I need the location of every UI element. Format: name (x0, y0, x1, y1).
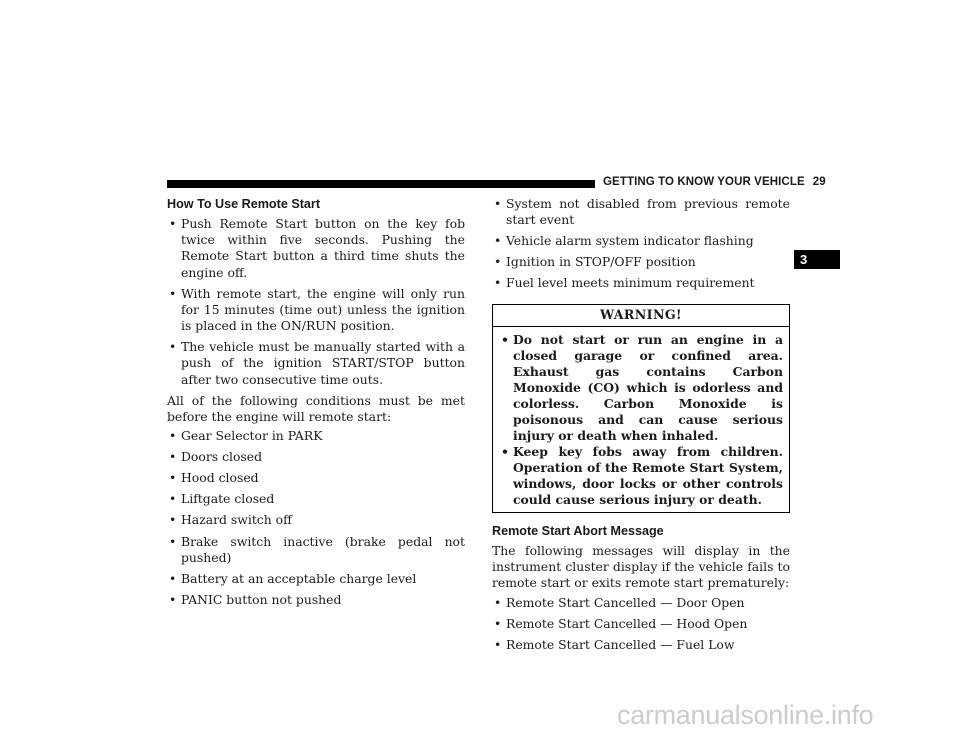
chapter-tab: 3 (794, 250, 840, 269)
list-item: • Brake switch inactive (brake pedal not pushed) (167, 534, 465, 566)
usage-list (167, 216, 465, 388)
list-item: • Vehicle alarm system indicator flashing (492, 233, 790, 249)
list-item: • Doors closed (167, 449, 465, 465)
running-header (603, 176, 826, 188)
list-item: • Gear Selector in PARK (167, 428, 465, 444)
list-item: • Ignition in STOP/OFF position (492, 254, 790, 270)
conditions-continued-list (492, 196, 790, 292)
list-item: • Remote Start Cancelled — Fuel Low (492, 637, 790, 653)
abort-intro: The following messages will display in the instrument cluster display if the vehicle fails to remote start or exits remote start prematurely: (492, 542, 790, 591)
section-heading-how-to-use: How To Use Remote Start (167, 197, 321, 211)
list-item: • Fuel level meets minimum requirement (492, 275, 790, 291)
warning-item: • Keep key fobs away from children. Operation of the Remote Start System, windows, door locks or other controls could cause serious injury or death. (499, 444, 783, 508)
right-column (492, 196, 790, 658)
list-item: • Remote Start Cancelled — Door Open (492, 595, 790, 611)
list-item: • Battery at an acceptable charge level (167, 571, 465, 587)
warning-item: • Do not start or run an engine in a closed garage or confined area. Exhaust gas contains Carbon Monoxide (CO) which is odorless and colorless. Carbon Monoxide is poisonous and can cause serious injury or death when inhaled. (499, 332, 783, 444)
left-column (167, 196, 465, 613)
list-item: • Push Remote Start button on the key fob twice within five seconds. Pushing the Remote Start button a third time shuts the engine off. (167, 216, 465, 281)
page-number: 29 (812, 176, 826, 188)
list-item: • PANIC button not pushed (167, 592, 465, 608)
abort-messages-list (492, 595, 790, 653)
list-item: • Remote Start Cancelled — Hood Open (492, 616, 790, 632)
warning-list (493, 327, 789, 512)
list-item: • Hazard switch off (167, 512, 465, 528)
list-item: • The vehicle must be manually started with a push of the ignition START/STOP button after two consecutive time outs. (167, 339, 465, 388)
list-item: • Liftgate closed (167, 491, 465, 507)
header-rule (167, 180, 595, 188)
warning-box (492, 304, 790, 513)
section-heading-abort-message: Remote Start Abort Message (492, 523, 664, 538)
list-item: • Hood closed (167, 470, 465, 486)
list-item: • System not disabled from previous remote start event (492, 196, 790, 228)
conditions-list (167, 428, 465, 608)
section-title: GETTING TO KNOW YOUR VEHICLE (603, 176, 805, 188)
list-item: • With remote start, the engine will only run for 15 minutes (time out) unless the ignition is placed in the ON/RUN position. (167, 286, 465, 335)
warning-title: WARNING! (493, 305, 789, 327)
conditions-intro: All of the following conditions must be met before the engine will remote start: (167, 392, 465, 424)
watermark: carmanualsonline.info (617, 700, 874, 730)
